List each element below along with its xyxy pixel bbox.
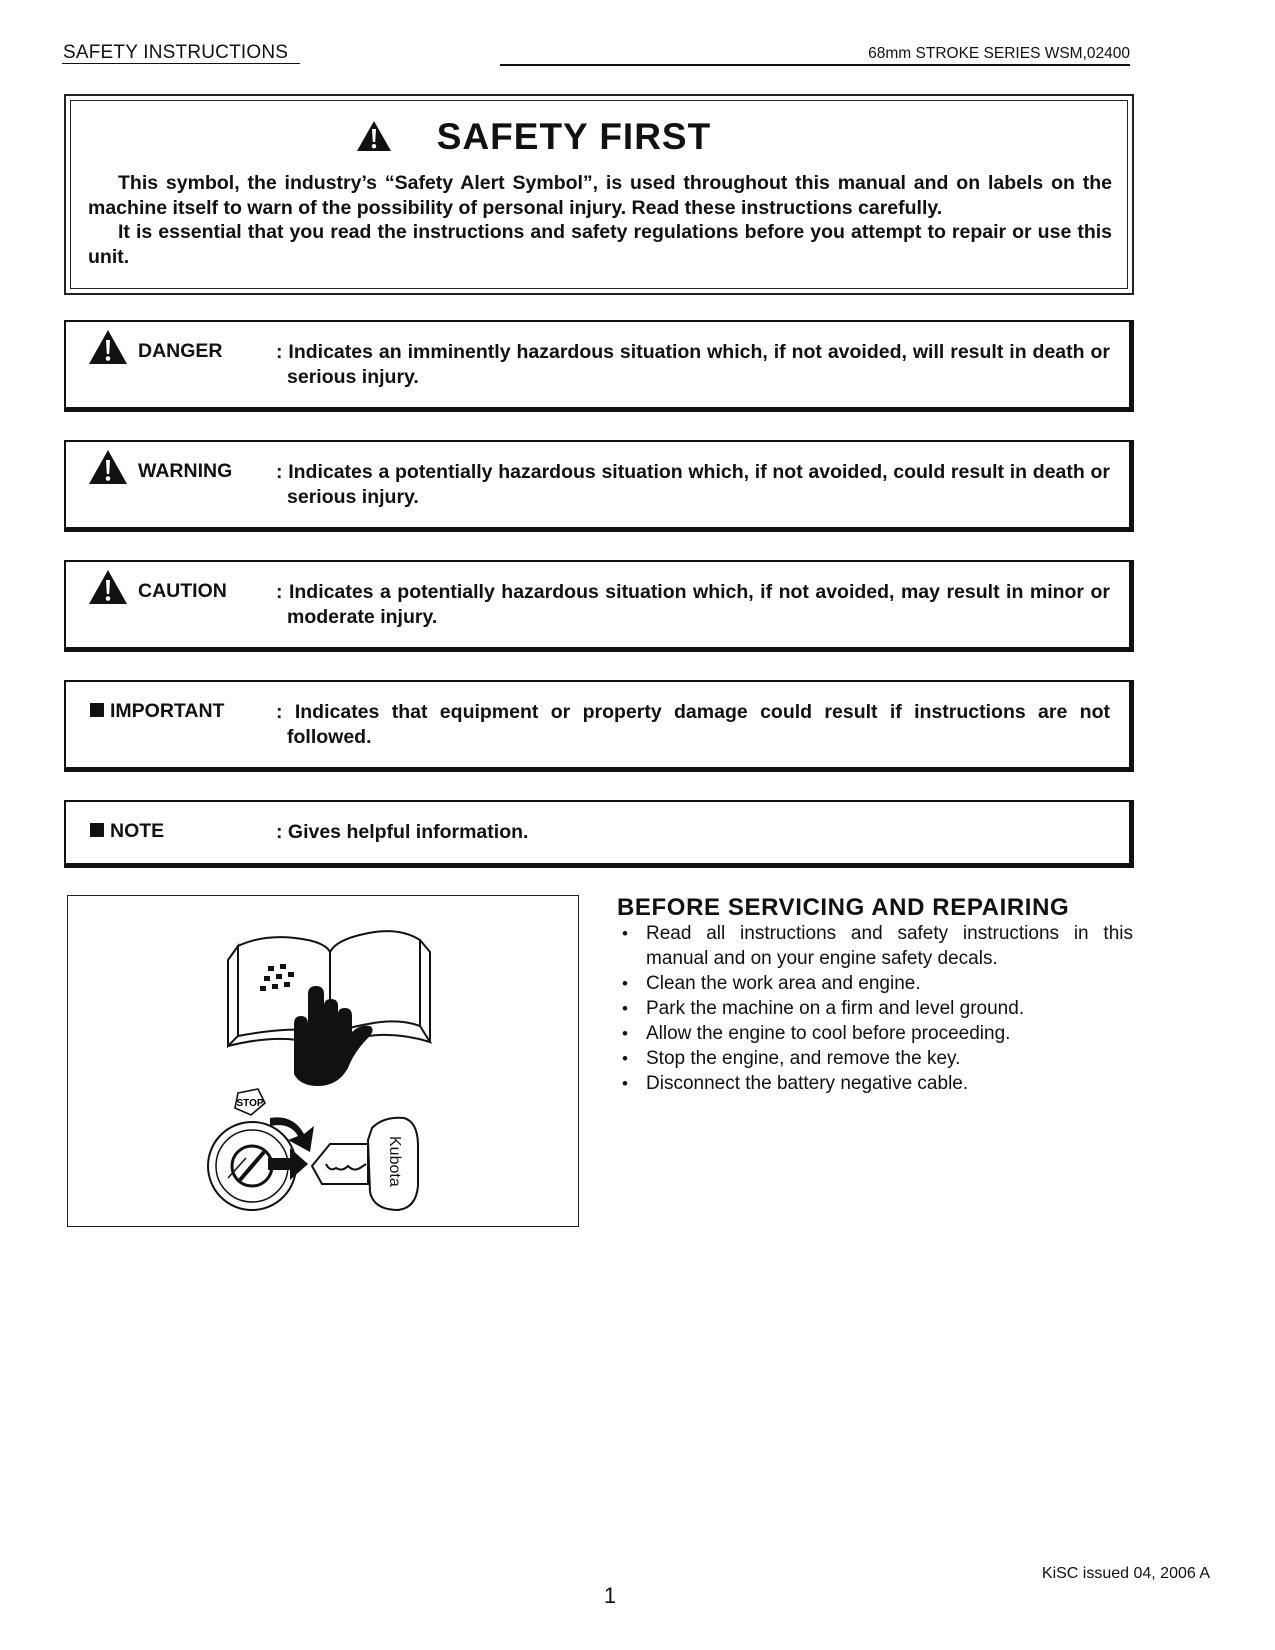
section-title: SAFETY INSTRUCTIONS <box>63 42 289 63</box>
safety-alert-icon <box>355 119 393 162</box>
list-item: • Stop the engine, and remove the key. <box>618 1046 1133 1071</box>
warning-triangle-icon <box>88 329 128 365</box>
page-number: 1 <box>603 1583 617 1608</box>
issue-stamp: KiSC issued 04, 2006 A <box>1041 1565 1210 1582</box>
header-rule-left <box>62 63 300 64</box>
arrow-right-icon <box>268 1148 308 1180</box>
warning-triangle-icon <box>88 449 128 485</box>
list-item: • Disconnect the battery negative cable. <box>618 1071 1133 1096</box>
before-servicing-list <box>618 921 1133 1096</box>
illustration-box <box>67 895 579 1227</box>
manual-and-key-illustration <box>68 896 578 1226</box>
square-bullet-icon <box>90 823 104 837</box>
important-description: : Indicates that equipment or property damage could result if instructions are not followed. <box>276 701 1110 748</box>
note-description: : Gives helpful information. <box>276 821 529 843</box>
warning-triangle-icon <box>88 569 128 605</box>
list-item: • Park the machine on a firm and level ground. <box>618 996 1133 1021</box>
safety-first-title <box>0 116 1066 162</box>
safety-first-text: SAFETY FIRST <box>436 116 712 157</box>
caution-description: : Indicates a potentially hazardous situation which, if not avoided, may result in minor or moderate injury. <box>276 581 1110 628</box>
danger-description: : Indicates an imminently hazardous situation which, if not avoided, will result in death or serious injury. <box>276 341 1110 388</box>
caution-label: CAUTION <box>138 580 227 602</box>
important-label: IMPORTANT <box>90 700 224 723</box>
key-icon <box>312 1118 418 1210</box>
note-label: NOTE <box>90 820 164 843</box>
stop-icon <box>235 1089 265 1115</box>
square-bullet-icon <box>90 703 104 717</box>
header-rule-right <box>500 64 1130 66</box>
svg-text:Kubota: Kubota <box>386 1136 403 1187</box>
list-item: • Read all instructions and safety instructions in this manual and on your engine safety decals. <box>618 921 1133 971</box>
safety-first-paragraph-2: It is essential that you read the instructions and safety regulations before you attempt to repair or use this unit. <box>88 221 1112 268</box>
svg-text:STOP: STOP <box>236 1098 264 1109</box>
warning-label: WARNING <box>138 460 233 482</box>
before-servicing-title: BEFORE SERVICING AND REPAIRING <box>617 894 1070 921</box>
list-item: • Clean the work area and engine. <box>618 971 1133 996</box>
safety-first-paragraph-1: This symbol, the industry’s “Safety Alert Symbol”, is used throughout this manual and on labels on the machine itself to warn of the possibility of personal injury. Read these instructions carefully. <box>88 172 1112 219</box>
warning-description: : Indicates a potentially hazardous situation which, if not avoided, could result in death or serious injury. <box>276 461 1110 508</box>
list-item: • Allow the engine to cool before proceeding. <box>618 1021 1133 1046</box>
manual-code: 68mm STROKE SERIES WSM,02400 <box>868 45 1130 62</box>
danger-label: DANGER <box>138 340 223 362</box>
